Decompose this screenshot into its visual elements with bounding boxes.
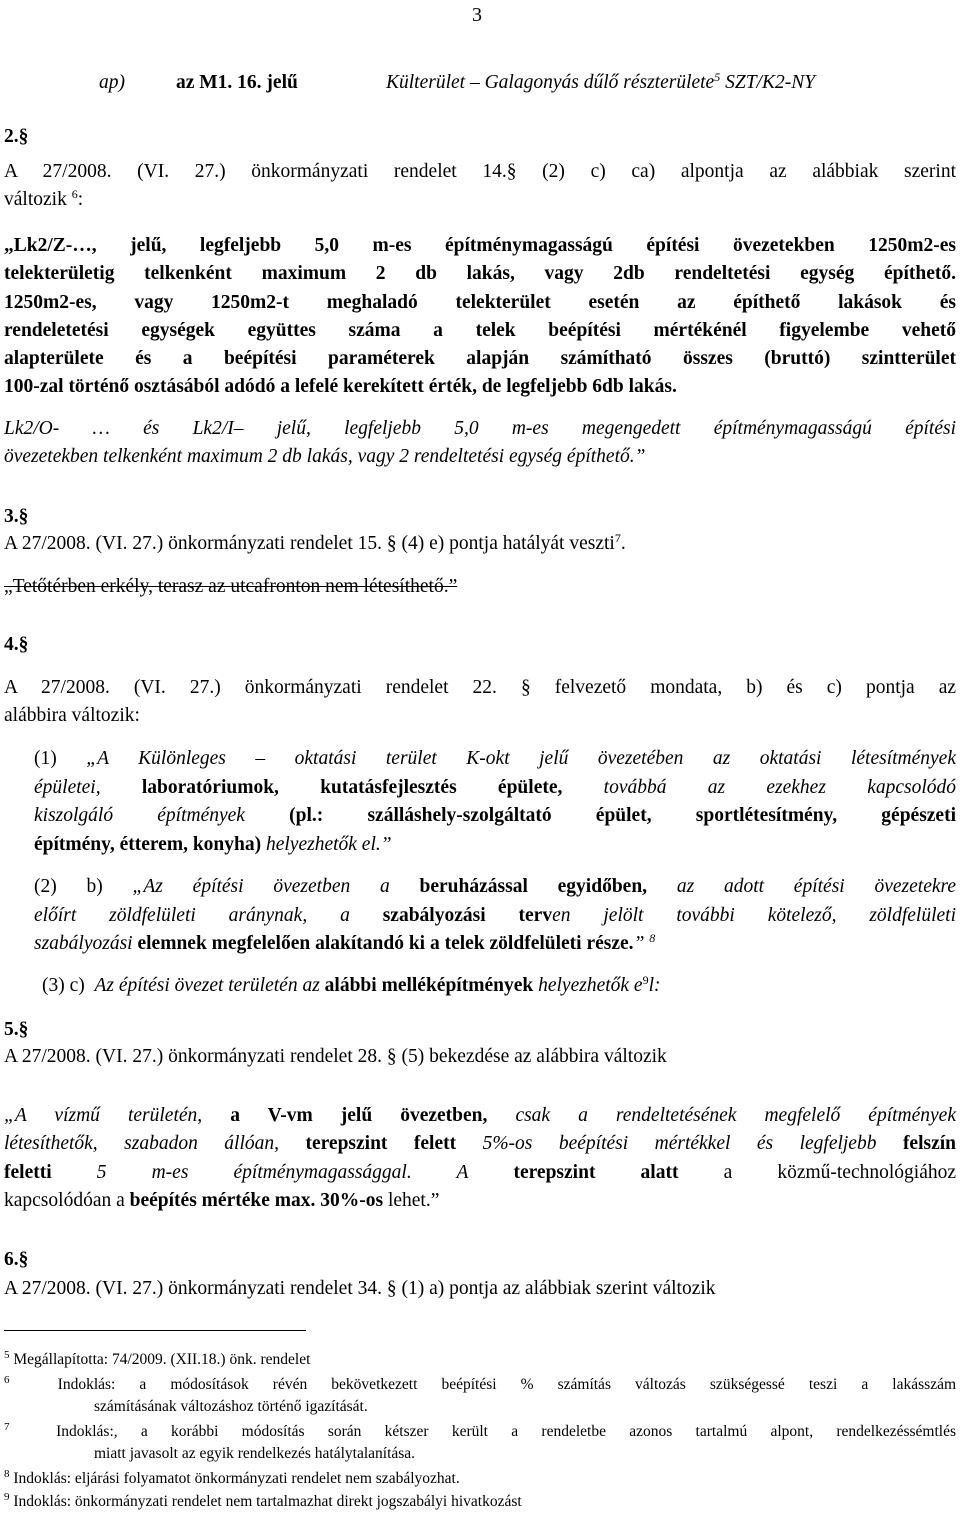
para-1-line-4 — [34, 834, 956, 856]
text: en jelölt további kötelező, zöldfelületi — [552, 905, 956, 926]
footnote-text: Indoklás: önkormányzati rendelet nem tartalmazhat direkt jogszabályi hivatkozást — [13, 1493, 522, 1510]
footnote-number: 8 — [4, 1468, 10, 1480]
section-2-number — [4, 126, 956, 148]
section-3-line-1 — [4, 533, 956, 555]
text: szabályozási — [34, 933, 133, 954]
text: l: — [648, 975, 661, 996]
footnote-number: 6 — [4, 1374, 10, 1386]
para-1-line-3 — [34, 805, 956, 827]
footnote-5 — [4, 1351, 956, 1369]
ap-label: ap) — [99, 72, 125, 93]
text: építmény, étterem, konyha) — [34, 834, 262, 855]
text: „Az építési övezetben a — [132, 876, 390, 897]
section-sign-icon: § — [18, 506, 29, 527]
text: kiszolgáló építmények — [34, 805, 245, 826]
text: A 27/2008. (VI. 27.) önkormányzati rendelet 15. — [4, 533, 382, 554]
section-5-line-1 — [4, 1046, 956, 1068]
text: csak a rendeltetésének megfelelő építmények — [515, 1105, 956, 1126]
text: terepszint felett — [305, 1133, 457, 1154]
para-2-line-1 — [34, 876, 956, 898]
text: Az építési övezet területén az — [94, 975, 320, 996]
footnote-text: Megállapította: 74/2009. (XII.18.) önk. rendelet — [13, 1351, 311, 1368]
section-num: 2. — [4, 126, 19, 147]
section-3-number — [4, 506, 956, 528]
footnote-7-cont: miatt javasolt az egyik rendelkezés hatálytalanítása. — [94, 1445, 416, 1462]
section-sign-icon: § — [386, 1278, 397, 1299]
text: a közmű-technológiához — [723, 1162, 957, 1183]
section-4-number — [4, 634, 956, 656]
text: ” — [633, 933, 645, 954]
footnote-6 — [4, 1376, 956, 1394]
text: A 27/2008. (VI. 27.) önkormányzati rendelet 14. — [4, 161, 507, 182]
footnote-8 — [4, 1470, 956, 1488]
text: : — [77, 189, 84, 210]
text: lehet.” — [387, 1190, 440, 1211]
page-number: 3 — [472, 4, 482, 26]
ap-zone: SZT/K2-NY — [725, 72, 816, 93]
ap-code: az M1. 16. jelű — [176, 72, 298, 93]
text: (5) bekezdése az alábbira változik — [401, 1046, 667, 1067]
section-num: 4. — [4, 634, 19, 655]
text: (pl.: szálláshely-szolgáltató épület, sportlétesítmény, gépészeti — [289, 805, 957, 826]
section-num: 6. — [4, 1249, 19, 1270]
para-1-line-1 — [34, 748, 956, 770]
rule-italic-2: övezetekben telkenként maximum 2 db lakás, vagy 2 rendeltetési egység építhető.” — [4, 446, 646, 467]
text: . — [620, 533, 626, 554]
footnote-9 — [4, 1493, 956, 1511]
section-sign-icon: § — [18, 1249, 29, 1270]
text: „A vízmű területén, — [4, 1105, 203, 1126]
quote-line-2 — [4, 1133, 956, 1155]
text: előírt zöldfelületi aránynak, a — [34, 905, 350, 926]
ap-title — [386, 72, 815, 94]
text: 5 m-es építménymagassággal. A — [96, 1162, 469, 1183]
para-2-line-3 — [34, 933, 956, 955]
text: terepszint alatt — [513, 1162, 679, 1183]
text: „A Különleges – oktatási terület K-okt jelű övezetében az oktatási létesítmények — [86, 748, 956, 769]
text: szabályozási terv — [382, 905, 553, 926]
section-sign-icon: § — [520, 677, 531, 698]
text: változik — [4, 189, 67, 210]
text: (4) e) pontja hatályát veszti — [401, 533, 615, 554]
footnote-ref: 7 — [614, 531, 621, 545]
section-num: 3. — [4, 506, 19, 527]
text: a V-vm jelű övezetben, — [230, 1105, 488, 1126]
text: (2) c) ca) alpontja az alábbiak szerint — [542, 161, 957, 182]
section-4-line-1 — [4, 677, 956, 699]
section-sign-icon: § — [506, 161, 517, 182]
section-2-line-1 — [4, 161, 956, 183]
para-num: (1) — [34, 748, 57, 769]
section-6-number — [4, 1249, 956, 1271]
text: az adott építési övezetekre — [676, 876, 957, 897]
repealed-text: „Tetőtérben erkély, terasz az utcafronton nem létesíthető.” — [4, 576, 458, 597]
footnote-number: 5 — [4, 1349, 10, 1361]
text: épületei, — [34, 777, 101, 798]
rule-line-6: 100-zal történő osztásából adódó a lefelé kerekített érték, de legfeljebb 6db lakás. — [4, 376, 677, 397]
footnote-text: Indoklás:, a korábbi módosítás során kétszer került a rendeletbe azonos tartalmú alpont, rendelkezéssémtlés — [56, 1423, 957, 1440]
section-sign-icon: § — [18, 126, 29, 147]
text: beépítés mértéke max. 30%-os — [129, 1190, 384, 1211]
section-2-line-2 — [4, 189, 956, 211]
footnote-ref: 8 — [649, 931, 656, 945]
text: A 27/2008. (VI. 27.) önkormányzati rendelet 28. — [4, 1046, 382, 1067]
quote-line-4 — [4, 1190, 956, 1212]
para-num: (3) c) — [42, 975, 85, 996]
section-sign-icon: § — [18, 634, 29, 655]
text: 5%-os beépítési mértékkel és legfeljebb — [482, 1133, 877, 1154]
text: beruházással egyidőben, — [419, 876, 648, 897]
text: feletti — [4, 1162, 52, 1183]
footnote-ref: 6 — [71, 187, 78, 201]
para-2-line-2 — [34, 905, 956, 927]
section-4-line-2: alábbira változik: — [4, 705, 140, 726]
para-3-line — [42, 975, 956, 997]
rule-line-4: rendeletetési egységek együttes száma a telek beépítési mértékénél figyelembe vehető — [4, 320, 956, 341]
footnote-ref: 5 — [714, 70, 721, 84]
rule-line-1: „Lk2/Z-…, jelű, legfeljebb 5,0 m-es építménymagasságú építési övezetekben 1250m2-es — [4, 235, 956, 256]
section-5-number — [4, 1019, 956, 1041]
section-sign-icon: § — [386, 533, 397, 554]
text: alábbi melléképítmények — [324, 975, 534, 996]
section-num: 5. — [4, 1019, 19, 1040]
text: A 27/2008. (VI. 27.) önkormányzati rendelet 34. — [4, 1278, 382, 1299]
para-1-line-2 — [34, 777, 956, 799]
footnote-text: Indoklás: eljárási folyamatot önkormányzati rendelet nem szabályozhat. — [13, 1470, 460, 1487]
text: helyezhetők el.” — [265, 834, 392, 855]
text: felszín — [902, 1133, 957, 1154]
footnote-ref: 9 — [642, 973, 649, 987]
text: elemnek megfelelően alakítandó ki a telek zöldfelületi része. — [137, 933, 634, 954]
text: továbbá az ezekhez kapcsolódó — [603, 777, 957, 798]
text: helyezhetők e — [538, 975, 643, 996]
rule-line-3: 1250m2-es, vagy 1250m2-t meghaladó telekterület esetén az építhető lakások és — [4, 292, 956, 313]
text: kapcsolódóan a — [4, 1190, 125, 1211]
text: laboratóriumok, kutatásfejlesztés épülete, — [141, 777, 563, 798]
text: létesíthetők, szabadon állóan, — [4, 1133, 279, 1154]
ap-title-text: Külterület – Galagonyás dűlő részterülete — [386, 72, 715, 93]
footnote-6-cont: számításának változáshoz történő igazítását. — [94, 1398, 368, 1415]
quote-line-3 — [4, 1162, 956, 1184]
text: felvezető mondata, b) és c) pontja az — [554, 677, 957, 698]
footnote-text: Indoklás: a módosítások révén bekövetkezett beépítési % számítás változás szükségessé teszi a lakásszám — [57, 1376, 957, 1393]
rule-line-2: telekterületig telkenként maximum 2 db lakás, vagy 2db rendeltetési egység építhető. — [4, 263, 956, 284]
footnote-number: 7 — [4, 1421, 10, 1433]
footnote-separator — [4, 1330, 306, 1331]
text: (1) a) pontja az alábbiak szerint változik — [401, 1278, 716, 1299]
section-6-line-1 — [4, 1278, 956, 1300]
footnote-7 — [4, 1423, 956, 1441]
rule-line-5: alapterülete és a beépítési paraméterek alapján számítható összes (bruttó) szintterület — [4, 348, 956, 369]
para-num: (2) b) — [34, 876, 103, 897]
section-sign-icon: § — [18, 1019, 29, 1040]
section-sign-icon: § — [386, 1046, 397, 1067]
footnote-number: 9 — [4, 1491, 10, 1503]
rule-italic-1: Lk2/O- … és Lk2/I– jelű, legfeljebb 5,0 m-es megengedett építménymagasságú építési — [4, 418, 956, 439]
quote-line-1 — [4, 1105, 956, 1127]
text: A 27/2008. (VI. 27.) önkormányzati rendelet 22. — [4, 677, 497, 698]
